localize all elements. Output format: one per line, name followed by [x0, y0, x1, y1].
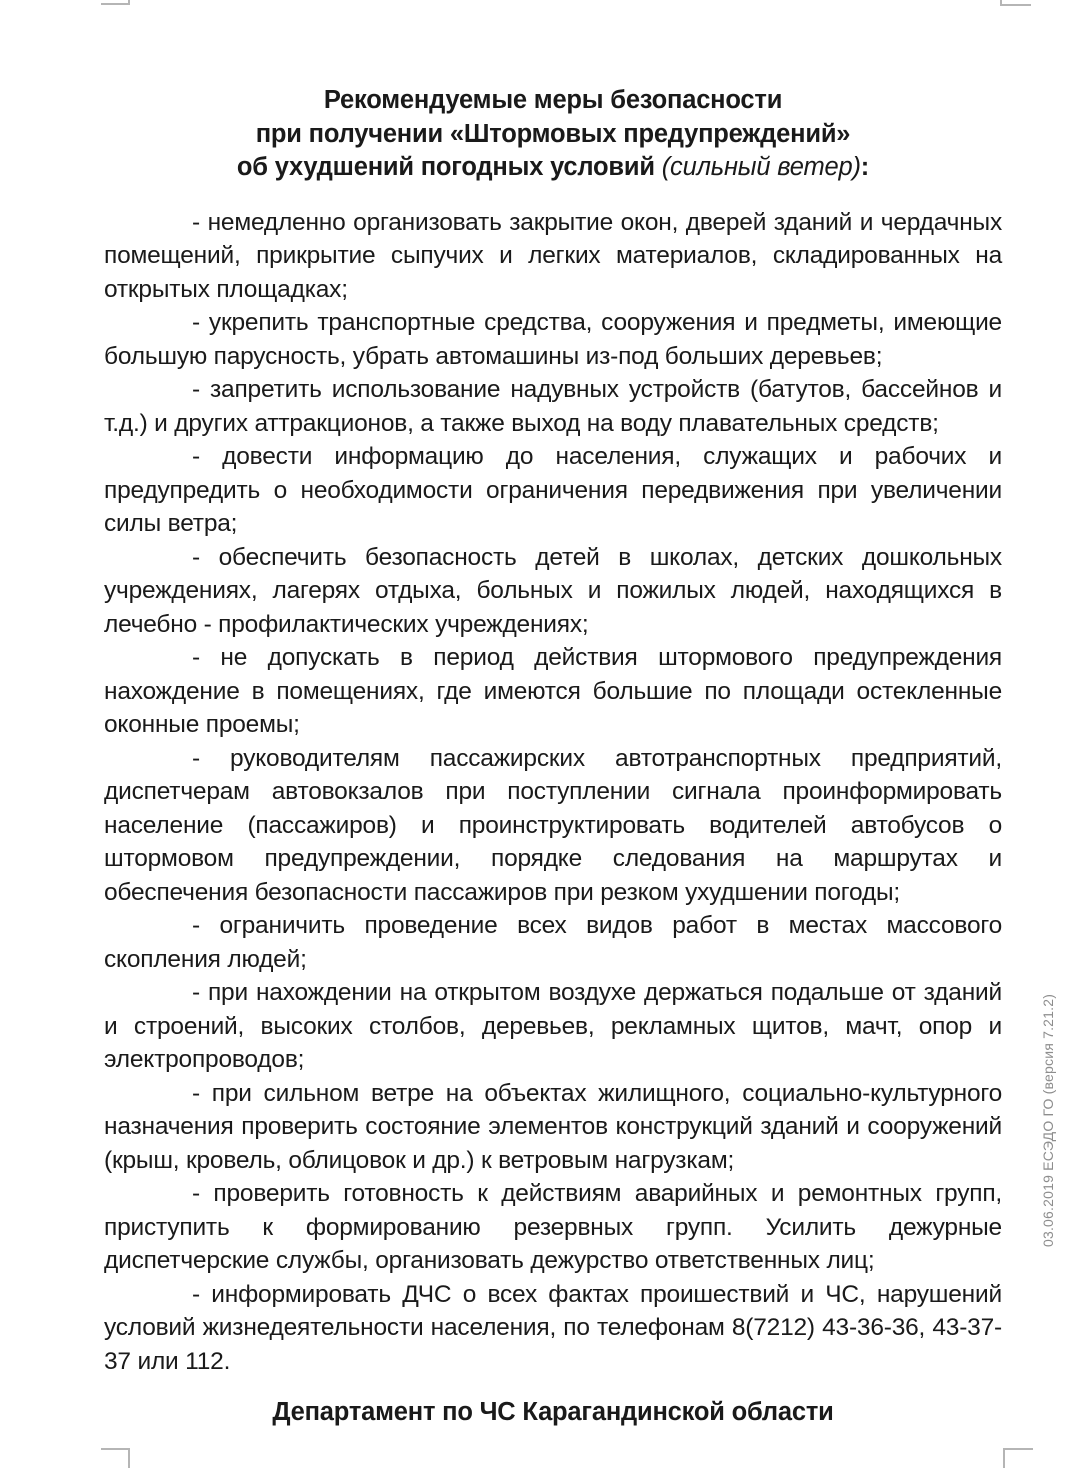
safety-measure-item: - при сильном ветре на объектах жилищного, социально-культурного назначения проверить состояние элементов конструкций зданий и сооружений (крыш, кровель, облицовок и др.) к ветровым нагрузкам;	[104, 1079, 1002, 1174]
page-corner-mark-bottom-right	[1003, 1448, 1033, 1468]
safety-measures-list	[104, 206, 1002, 1379]
esedo-version-watermark: 03.06.2019 ЕСЭДО ГО (версия 7.21.2)	[1040, 993, 1056, 1247]
safety-measure-item: - ограничить проведение всех видов работ в местах массового скопления людей;	[104, 912, 1002, 973]
title-line-3-italic: (сильный ветер)	[661, 153, 861, 181]
page-corner-mark-top-left	[101, 0, 130, 5]
document-footer: Департамент по ЧС Карагандинской области	[272, 1398, 834, 1426]
safety-measure-item: - укрепить транспортные средства, сооружения и предметы, имеющие большую парусность, убрать автомашины из-под больших деревьев;	[104, 309, 1002, 370]
title-line-2: при получении «Штормовых предупреждений»	[255, 119, 851, 148]
title-line-3	[104, 151, 1002, 185]
safety-measure-item: - при нахождении на открытом воздухе держаться подальше от зданий и строений, высоких столбов, деревьев, рекламных щитов, мачт, опор и электропроводов;	[104, 979, 1002, 1073]
page-corner-mark-top-right	[1000, 0, 1031, 6]
document-title	[104, 84, 1002, 185]
document-page	[104, 84, 1002, 1430]
title-line-1: Рекомендуемые меры безопасности	[323, 86, 783, 114]
safety-measure-item: - информировать ДЧС о всех фактах проишествий и ЧС, нарушений условий жизнедеятельности населения, по телефонам 8(7212) 43-36-36, 43-37-37 или 112.	[104, 1280, 1002, 1375]
safety-measure-item: - довести информацию до населения, служащих и рабочих и предупредить о необходимости ограничения передвижения при увеличении силы ветра;	[104, 443, 1002, 537]
safety-measure-item: - обеспечить безопасность детей в школах, детских дошкольных учреждениях, лагерях отдыха, больных и пожилых людей, находящихся в лечебно - профилактических учреждениях;	[104, 543, 1002, 638]
safety-measure-item: - запретить использование надувных устройств (батутов, бассейнов и т.д.) и других аттракционов, а также выход на воду плавательных средств;	[104, 376, 1002, 437]
title-line-3-colon: :	[860, 153, 870, 181]
safety-measure-item: - немедленно организовать закрытие окон, дверей зданий и чердачных помещений, прикрытие сыпучих и легких материалов, складированных на открытых площадках;	[104, 208, 1002, 303]
page-corner-mark-bottom-left	[101, 1448, 130, 1468]
safety-measure-item: - не допускать в период действия штормового предупреждения нахождение в помещениях, где имеются большие по площади остекленные оконные проемы;	[104, 644, 1002, 738]
title-line-3-text: об ухудшений погодных условий	[236, 153, 662, 181]
safety-measure-item: - руководителям пассажирских автотранспортных предприятий, диспетчерам автовокзалов при поступлении сигнала проинформировать население (пассажиров) и проинструктировать водителей автобусов о штормовом предупреждении, порядке следования на маршрутах и обеспечения безопасности пассажиров при резком ухудшении погоды;	[104, 744, 1002, 906]
safety-measure-item: - проверить готовность к действиям аварийных и ремонтных групп, приступить к формированию резервных групп. Усилить дежурные диспетчерские службы, организовать дежурство ответственных лиц;	[104, 1180, 1002, 1274]
